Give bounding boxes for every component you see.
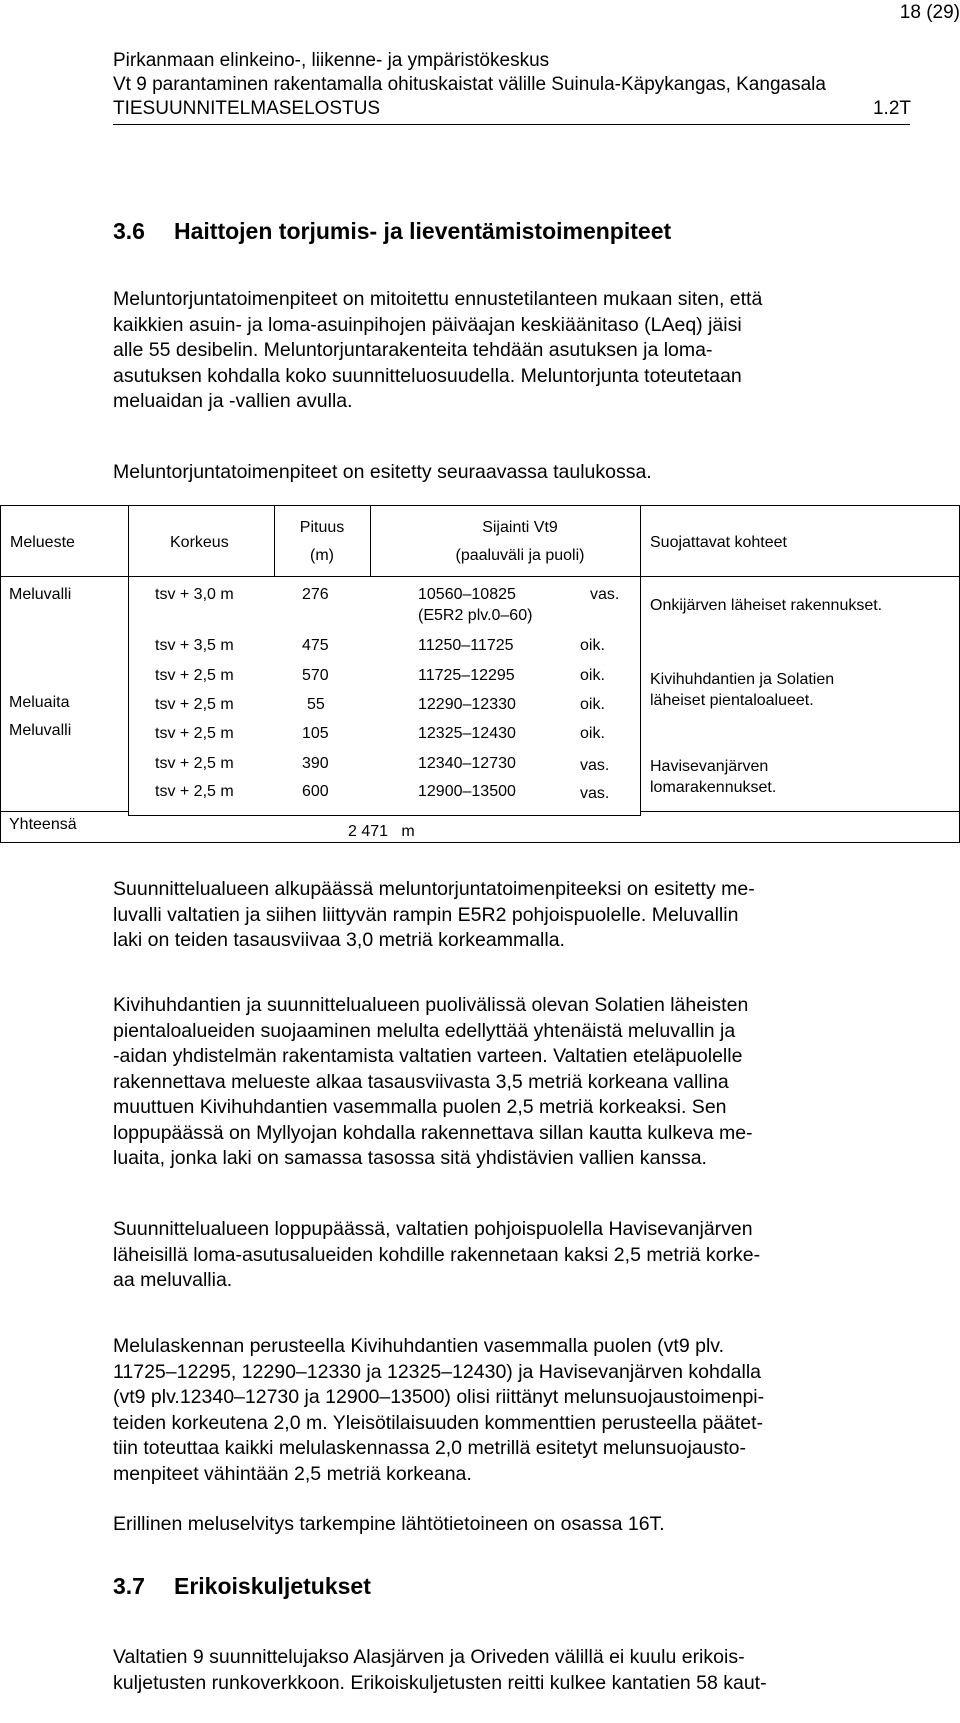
total-number: 2 471: [348, 823, 389, 840]
cell-length: 55: [307, 696, 325, 713]
total-unit: m: [401, 823, 415, 840]
cell-height: tsv + 3,0 m: [155, 586, 234, 603]
header-kohteet: Suojattavat kohteet: [650, 534, 787, 551]
text-line: Suunnittelualueen alkupäässä meluntorjuntatoimenpiteeksi on esitetty me-: [113, 878, 755, 900]
total-value: [348, 823, 415, 841]
cell-side: vas.: [580, 785, 610, 802]
header-doc-row: [113, 97, 911, 121]
total-row-divider: [640, 811, 960, 812]
text-line: pientaloalueiden suojaaminen melulta edellyttää yhtenäistä meluvallin ja: [113, 1019, 736, 1042]
text-line: 11725–12295, 12290–12330 ja 12325–12430) ja Havisevanjärven kohdalla: [113, 1360, 762, 1383]
cell-target: lomarakennukset.: [650, 779, 777, 796]
cell-side: vas.: [580, 757, 610, 774]
section-number: 3.7: [113, 1573, 145, 1599]
text-line: asutuksen kohdalla koko suunnitteluosuudella. Meluntorjunta toteutetaan: [113, 364, 742, 387]
cell-range-note: (E5R2 plv.0–60): [418, 607, 533, 624]
cell-range: 11250–11725: [418, 637, 514, 654]
cell-height: tsv + 2,5 m: [155, 667, 234, 684]
intro-paragraph: [113, 287, 921, 415]
cell-length: 390: [302, 755, 329, 772]
text-line: Valtatien 9 suunnittelujakso Alasjärven ja Oriveden välillä ei kuulu erikois-: [113, 1646, 745, 1668]
cell-length: 276: [302, 586, 329, 603]
cell-range: 12325–12430: [418, 725, 516, 742]
page-number: 18 (29): [899, 2, 960, 23]
text-line: teiden korkeutena 2,0 m. Yleisötilaisuuden kommenttien perusteella päätet-: [113, 1411, 764, 1434]
text-line: alle 55 desibelin. Meluntorjuntarakenteita tehdään asutuksen ja loma-: [113, 339, 713, 361]
cell-side: vas.: [590, 586, 620, 603]
section-heading-3-6: [113, 218, 671, 245]
table-border-bottom: [0, 842, 960, 843]
text-line: tiin toteuttaa kaikki melulaskennassa 2,0 metrillä esitetyt melunsuojausto-: [113, 1437, 746, 1459]
header-divider: [128, 505, 129, 577]
text-line: kuljetusten runkoverkkoon. Erikoiskuljetusten reitti kulkee kantatien 58 kaut-: [113, 1671, 767, 1694]
cell-length: 105: [302, 725, 329, 742]
header-sijainti: Sijainti Vt9: [482, 519, 558, 536]
column-divider: [128, 576, 129, 816]
cell-height: tsv + 2,5 m: [155, 783, 234, 800]
cell-target: Onkijärven läheiset rakennukset.: [650, 597, 883, 614]
header-divider: [640, 505, 641, 577]
paragraph: [113, 993, 921, 1172]
text-line: loppupäässä on Myllyojan kohdalla rakennettava sillan kautta kulkeva me-: [113, 1121, 753, 1144]
document-header: [113, 49, 911, 121]
cell-height: tsv + 3,5 m: [155, 637, 234, 654]
section-title: Haittojen torjumis- ja lieventämistoimenpiteet: [174, 218, 672, 244]
header-pituus-unit: (m): [310, 547, 334, 564]
cell-range: 12900–13500: [418, 783, 516, 800]
text-line: luvalli valtatien ja siihen liittyvän rampin E5R2 pohjoispuolelle. Meluvallin: [113, 903, 739, 926]
paragraph: Erillinen meluselvitys tarkempine lähtötietoineen on osassa 16T.: [113, 1513, 665, 1535]
cell-side: oik.: [580, 725, 605, 742]
text-line: (vt9 plv.12340–12730 ja 12900–13500) olisi riittänyt melunsuojaustoimenpi-: [113, 1386, 765, 1408]
header-organization: Pirkanmaan elinkeino-, liikenne- ja ympäristökeskus: [113, 50, 550, 71]
section-number: 3.6: [113, 218, 145, 244]
cell-range: 11725–12295: [418, 667, 515, 684]
text-line: kaikkien asuin- ja loma-asuinpihojen päiväajan keskiäänitaso (LAeq) jäisi: [113, 313, 742, 336]
cell-barrier-type: Meluaita: [9, 694, 70, 711]
text-line: menpiteet vähintään 2,5 metriä korkeana.: [113, 1462, 472, 1485]
text-line: rakennettava melueste alkaa tasausviivasta 3,5 metriä korkeana vallina: [113, 1070, 729, 1093]
cell-side: oik.: [580, 667, 605, 684]
cell-range: 10560–10825: [418, 586, 516, 603]
cell-height: tsv + 2,5 m: [155, 725, 234, 742]
cell-range: 12290–12330: [418, 696, 516, 713]
cell-target: Havisevanjärven: [650, 758, 769, 775]
header-divider: [370, 505, 371, 577]
cell-target: Kivihuhdantien ja Solatien: [650, 671, 835, 688]
table-header-divider: [0, 576, 960, 577]
cell-length: 600: [302, 783, 329, 800]
table-border-left: [0, 505, 1, 843]
cell-length: 570: [302, 667, 329, 684]
text-line: aa meluvallia.: [113, 1269, 233, 1291]
paragraph: [113, 1217, 921, 1294]
text-line: Kivihuhdantien ja suunnittelualueen puolivälissä olevan Solatien läheisten: [113, 994, 749, 1016]
section-heading-3-7: [113, 1573, 371, 1600]
text-line: luaita, jonka laki on samassa tasossa sitä yhdistävien vallien kanssa.: [113, 1147, 707, 1169]
text-line: Melulaskennan perusteella Kivihuhdantien vasemmalla puolen (vt9 plv.: [113, 1335, 724, 1357]
header-korkeus: Korkeus: [170, 534, 229, 551]
text-line: Suunnittelualueen loppupäässä, valtatien pohjoispuolella Havisevanjärven: [113, 1218, 753, 1240]
total-row-divider: [0, 811, 128, 812]
section-title: Erikoiskuljetukset: [174, 1573, 371, 1599]
cell-range: 12340–12730: [418, 755, 516, 772]
cell-length: 475: [302, 637, 329, 654]
header-divider: [113, 124, 910, 125]
header-sijainti-sub: (paaluväli ja puoli): [455, 547, 585, 564]
text-line: Meluntorjuntatoimenpiteet on mitoitettu ennustetilanteen mukaan siten, että: [113, 288, 763, 310]
text-line: meluaidan ja -vallien avulla.: [113, 390, 353, 412]
total-label: Yhteensä: [9, 816, 77, 833]
text-line: -aidan yhdistelmän rakentamista valtatien varteen. Valtatien eteläpuolelle: [113, 1045, 743, 1067]
header-pituus: Pituus: [299, 519, 345, 536]
paragraph: [113, 1334, 921, 1487]
header-melueste: Melueste: [10, 534, 75, 551]
column-divider: [640, 576, 641, 816]
paragraph: [113, 877, 921, 954]
text-line: muuttuen Kivihuhdantien vasemmalla puolen 2,5 metriä korkeaksi. Sen: [113, 1096, 727, 1118]
text-line: laki on teiden tasausviivaa 3,0 metriä korkeammalla.: [113, 929, 565, 951]
cell-height: tsv + 2,5 m: [155, 696, 234, 713]
table-border-top: [0, 505, 960, 506]
cell-target: läheiset pientaloalueet.: [650, 692, 814, 709]
header-divider: [274, 505, 275, 577]
table-intro: Meluntorjuntatoimenpiteet on esitetty seuraavassa taulukossa.: [113, 461, 652, 483]
cell-barrier-type: Meluvalli: [9, 722, 72, 739]
cell-barrier-type: Meluvalli: [9, 586, 72, 603]
header-doc-code: 1.2T: [872, 98, 911, 119]
cell-height: tsv + 2,5 m: [155, 755, 234, 772]
paragraph: [113, 1645, 921, 1696]
total-row-divider: [128, 815, 640, 816]
text-line: läheisillä loma-asutusalueiden kohdille rakennetaan kaksi 2,5 metriä korke-: [113, 1243, 761, 1266]
cell-side: oik.: [580, 637, 605, 654]
header-doc-title: TIESUUNNITELMASELOSTUS: [113, 98, 381, 119]
header-project: Vt 9 parantaminen rakentamalla ohituskaistat välille Suinula-Käpykangas, Kangasala: [113, 74, 826, 95]
cell-side: oik.: [580, 696, 605, 713]
